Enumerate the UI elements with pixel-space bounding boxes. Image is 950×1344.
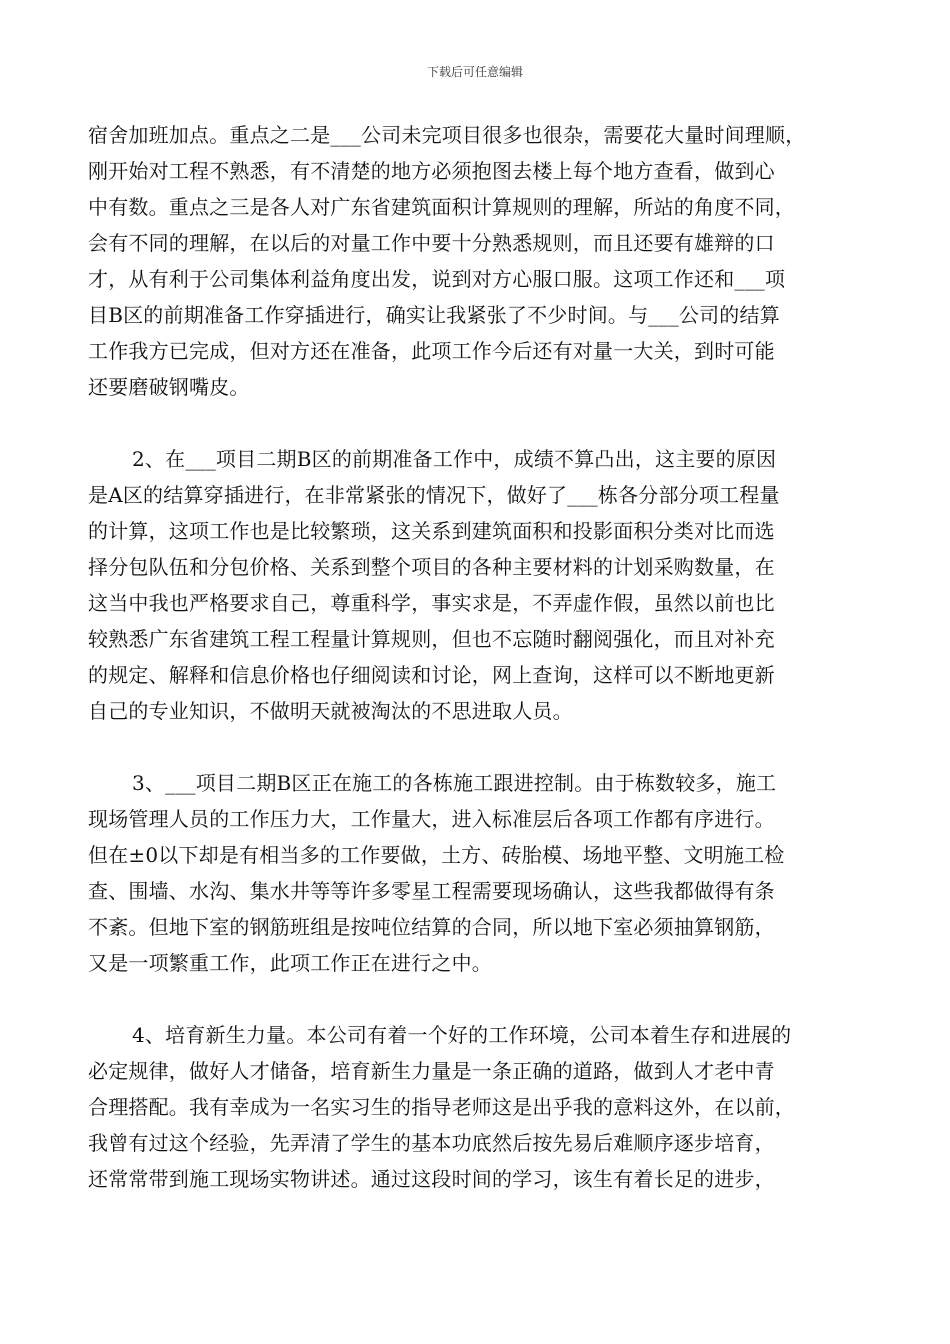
text-line: 是A区的结算穿插进行，在非常紧张的情况下，做好了___栋各分部分项工程量 <box>88 483 780 507</box>
document-body <box>88 117 878 1197</box>
text-line: 我曾有过这个经验，先弄清了学生的基本功底然后按先易后难顺序逐步培育， <box>88 1131 775 1155</box>
page-header: 下载后可任意编辑 <box>426 65 523 79</box>
text-line: 工作我方已完成，但对方还在准备，此项工作今后还有对量一大关，到时可能 <box>88 339 775 363</box>
text-line: 宿舍加班加点。重点之二是___公司未完项目很多也很杂，需要花大量时间理顺， <box>88 123 806 147</box>
text-line: 3、___项目二期B区正在施工的各栋施工跟进控制。由于栋数较多，施工 <box>132 771 777 795</box>
text-line: 现场管理人员的工作压力大，工作量大，进入标准层后各项工作都有序进行。 <box>88 807 775 831</box>
text-line: 不紊。但地下室的钢筋班组是按吨位结算的合同，所以地下室必须抽算钢筋， <box>88 915 775 939</box>
paragraph-4 <box>88 1017 878 1197</box>
text-line: 4、培育新生力量。本公司有着一个好的工作环境，公司本着生存和进展的 <box>132 1023 792 1047</box>
paragraph-spacer <box>88 981 878 1017</box>
text-line: 自己的专业知识，不做明天就被淘汰的不思进取人员。 <box>88 699 573 723</box>
paragraph-spacer <box>88 729 878 765</box>
text-line: 这当中我也严格要求自己，尊重科学，事实求是，不弄虚作假，虽然以前也比 <box>88 591 775 615</box>
text-line: 的计算，这项工作也是比较繁琐，这关系到建筑面积和投影面积分类对比而选 <box>88 519 775 543</box>
text-line: 刚开始对工程不熟悉，有不清楚的地方必须抱图去楼上每个地方查看，做到心 <box>88 159 775 183</box>
text-line: 2、在___项目二期B区的前期准备工作中，成绩不算凸出，这主要的原因 <box>132 447 777 471</box>
paragraph-1 <box>88 117 878 405</box>
text-line: 会有不同的理解，在以后的对量工作中要十分熟悉规则，而且还要有雄辩的口 <box>88 231 775 255</box>
text-line: 的规定、解释和信息价格也仔细阅读和讨论，网上查询，这样可以不断地更新 <box>88 663 775 687</box>
text-line: 还要磨破钢嘴皮。 <box>88 375 250 399</box>
text-line: 中有数。重点之三是各人对广东省建筑面积计算规则的理解，所站的角度不同， <box>88 195 795 219</box>
paragraph-3 <box>88 765 878 981</box>
paragraph-spacer <box>88 405 878 441</box>
text-line: 但在±0以下却是有相当多的工作要做，土方、砖胎模、场地平整、文明施工检 <box>88 843 785 867</box>
text-line: 还常常带到施工现场实物讲述。通过这段时间的学习，该生有着长足的进步， <box>88 1167 775 1191</box>
text-line: 较熟悉广东省建筑工程工程量计算规则，但也不忘随时翻阅强化，而且对补充 <box>88 627 775 651</box>
text-line: 合理搭配。我有幸成为一名实习生的指导老师这是出乎我的意料这外，在以前， <box>88 1095 795 1119</box>
text-line: 目B区的前期准备工作穿插进行，确实让我紧张了不少时间。与___公司的结算 <box>88 303 780 327</box>
text-line: 择分包队伍和分包价格、关系到整个项目的各种主要材料的计划采购数量，在 <box>88 555 775 579</box>
text-line: 必定规律，做好人才储备，培育新生力量是一条正确的道路，做到人才老中青 <box>88 1059 775 1083</box>
text-line: 才，从有利于公司集体利益角度出发，说到对方心服口服。这项工作还和___项 <box>88 267 786 291</box>
paragraph-2 <box>88 441 878 729</box>
text-line: 又是一项繁重工作，此项工作正在进行之中。 <box>88 951 492 975</box>
text-line: 查、围墙、水沟、集水井等等许多零星工程需要现场确认，这些我都做得有条 <box>88 879 775 903</box>
